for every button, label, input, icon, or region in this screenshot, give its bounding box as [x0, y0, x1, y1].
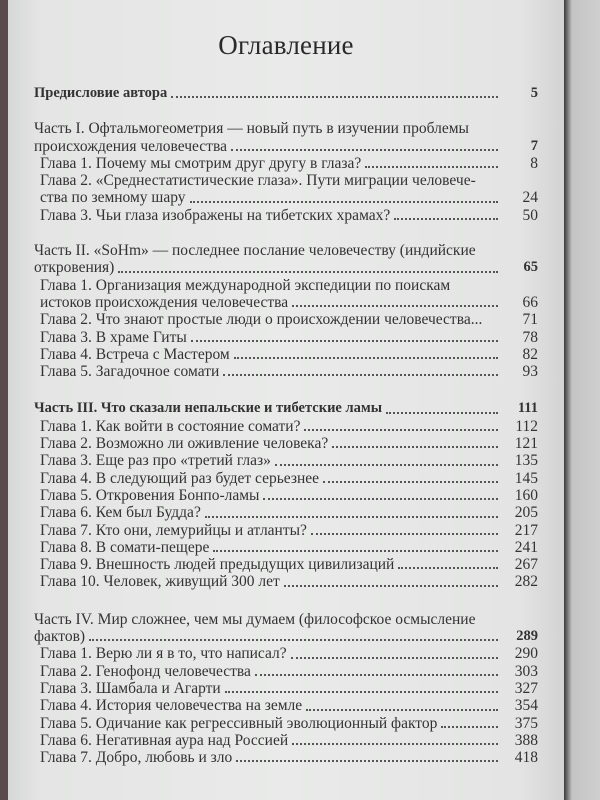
toc-chapter: Глава 3. Шамбала и Агарти 327 [40, 679, 538, 697]
toc-chapter: Глава 1. Верю ли я в то, что написал? 290 [40, 645, 538, 663]
leader-dots [234, 357, 498, 359]
toc-chapter: Глава 2. Что знают простые люди о происхождении человечества... 71 [40, 311, 538, 329]
table-of-contents [34, 85, 538, 766]
toc-chapter: Глава 9. Внешность людей предыдущих цивилизаций 267 [40, 556, 538, 574]
leader-dots [323, 481, 498, 483]
toc-chapter: Глава 7. Кто они, лемурийцы и атланты? 217 [40, 521, 538, 539]
toc-part-3: Часть III. Что сказали непальские и тибетские ламы 111 [34, 400, 538, 417]
leader-dots [263, 498, 498, 500]
leader-dots [292, 743, 498, 745]
toc-chapter: Глава 1. Организация международной экспедиции по поискам истоков происхождения человечества 66 [40, 276, 538, 311]
toc-chapter: Глава 6. Кем был Будда? 205 [40, 504, 538, 522]
toc-entry-preface: Предисловие автора 5 [34, 85, 538, 101]
leader-dots [171, 96, 498, 98]
toc-part-4: Часть IV. Мир сложнее, чем мы думаем (философское осмысление фактов) 289 [34, 610, 538, 646]
leader-dots [275, 464, 498, 466]
leader-dots [213, 550, 498, 552]
book-spine-edge [564, 0, 600, 800]
leader-dots [205, 516, 498, 518]
leader-dots [223, 374, 498, 376]
toc-chapter: Глава 5. Одичание как регрессивный эволюционный фактор 375 [40, 714, 538, 732]
leader-dots [332, 446, 498, 448]
toc-chapter: Глава 2. Возможно ли оживление человека? 121 [40, 435, 538, 453]
toc-chapter: Глава 2. «Среднестатистические глаза». Пути миграции человече- ства по земному шару 24 [40, 172, 538, 207]
leader-dots [398, 567, 498, 569]
leader-dots [190, 201, 498, 203]
toc-chapter: Глава 10. Человек, живущий 300 лет 282 [40, 573, 538, 591]
leader-dots [284, 585, 498, 587]
leader-dots [306, 709, 498, 711]
toc-chapter: Глава 7. Добро, любовь и зло 418 [40, 749, 538, 767]
leader-dots [236, 760, 498, 762]
toc-chapter: Глава 3. Чьи глаза изображены на тибетских храмах? 50 [40, 206, 538, 224]
leader-dots [225, 691, 498, 693]
toc-chapter: Глава 1. Почему мы смотрим друг другу в глаза? 8 [40, 154, 538, 172]
toc-chapter: Глава 3. В храме Гиты 78 [40, 328, 538, 346]
toc-chapter: Глава 4. В следующий раз будет серьезнее 145 [40, 469, 538, 487]
toc-chapter: Глава 5. Загадочное сомати 93 [40, 363, 538, 381]
toc-chapter: Глава 3. Еще раз про «третий глаз» 135 [40, 452, 538, 470]
toc-chapter: Глава 5. Откровения Бонпо-ламы 160 [40, 486, 538, 504]
page-title: Оглавление [218, 30, 354, 60]
toc-part-1: Часть I. Офтальмогеометрия — новый путь в изучении проблемы происхождения человечества 7 [34, 120, 538, 155]
leader-dots [365, 166, 498, 168]
leader-dots [304, 429, 498, 431]
toc-chapter: Глава 2. Генофонд человечества 303 [40, 662, 538, 680]
leader-dots [118, 271, 498, 273]
toc-chapter: Глава 8. В сомати-пещере 241 [40, 538, 538, 556]
leader-dots [231, 149, 498, 151]
leader-dots [89, 639, 498, 641]
leader-dots [255, 674, 498, 676]
toc-chapter: Глава 6. Негативная аура над Россией 388 [40, 731, 538, 749]
toc-part-2: Часть II. «SoHm» — последнее послание человечеству (индийские откровения) 65 [34, 242, 538, 277]
leader-dots [394, 218, 498, 220]
leader-dots [441, 726, 498, 728]
leader-dots [291, 657, 498, 659]
leader-dots [191, 340, 498, 342]
toc-chapter: Глава 4. Встреча с Мастером 82 [40, 345, 538, 363]
leader-dots [292, 305, 498, 307]
book-page [8, 0, 564, 800]
leader-dots [311, 533, 498, 535]
toc-chapter: Глава 1. Как войти в состояние сомати? 112 [40, 417, 538, 435]
toc-chapter: Глава 4. История человечества на земле 354 [40, 697, 538, 715]
leader-dots [386, 412, 498, 414]
